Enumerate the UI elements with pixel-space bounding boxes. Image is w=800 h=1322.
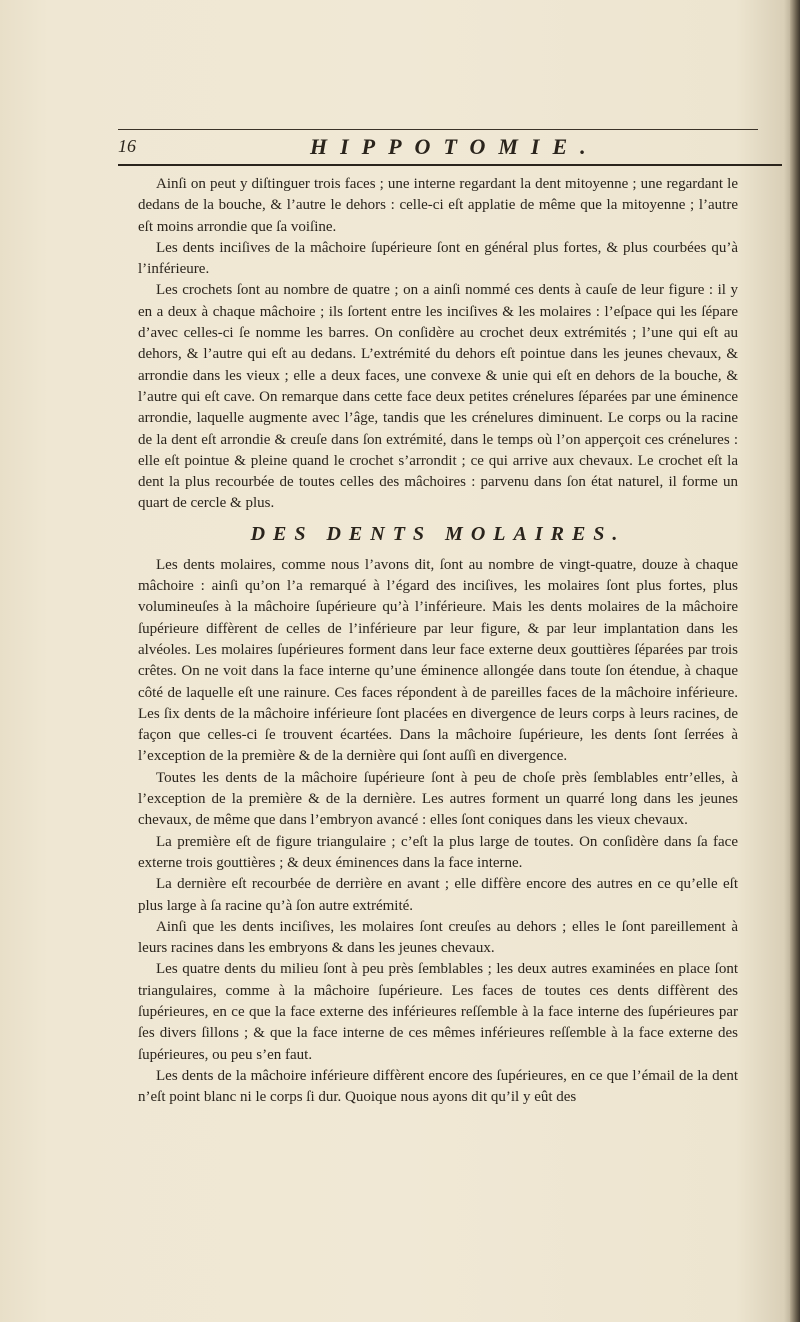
paragraph: Toutes les dents de la mâchoire ſupérieure ſont à peu de choſe près ſemblables entr’elles, à l’exception de la première & de la dernière. Les autres forment un quarré long dans les jeunes chevaux, de même que dans l’embryon avancé : elles ſont coniques dans les vieux chevaux. — [138, 769, 738, 829]
section-heading: DES DENTS MOLAIRES. — [250, 522, 626, 545]
book-spine-edge — [790, 0, 800, 1322]
paragraph: Les dents molaires, comme nous l’avons dit, ſont au nombre de vingt-quatre, douze à chaque mâchoire : ainſi qu’on l’a remarqué à l’égard des inciſives, les molaires ſont plus fortes, plus volumineuſes à la mâchoire ſupérieure qu’à l’inférieure. Mais les dents molaires de la mâchoire ſupérieure diffèrent de celles de l’inférieure par leur figure, & par leur implantation dans les alvéoles. Les molaires ſupérieures forment dans leur face externe deux gouttières ſéparées par trois crêtes. On ne voit dans la face interne qu’une éminence allongée dans toute ſon étendue, à chaque côté de laquelle eſt une rainure. Ces faces répondent à de pareilles faces de la mâchoire inférieure. Les ſix dents de la mâchoire inférieure ſont placées en divergence de leurs corps à leurs racines, de façon que celles-ci ſe trouvent écartées. Dans la mâchoire ſupérieure, les dents ſont ſerrées à l’exception de la première & de la dernière qui ſont auſſi en divergence. — [138, 556, 738, 765]
paragraph: Les crochets ſont au nombre de quatre ; on a ainſi nommé ces dents à cauſe de leur figure : il y en a deux à chaque mâchoire ; ils ſortent entre les inciſives & les molaires : l’eſpace qui les ſépare d’avec celles-ci ſe nomme les barres. On conſidère au crochet deux extrémités ; l’une qui eſt au dehors, & l’autre qui eſt au dedans. L’extrémité du dehors eſt pointue dans les jeunes chevaux, & arrondie dans les vieux ; elle a deux faces, une convexe & unie qui eſt en dehors de la bouche, & l’autre qui eſt cave. On remarque dans cette face deux petites crénelures ſéparées par une éminence arrondie, laquelle augmente avec l’âge, tandis que les crénelures diminuent. Le corps ou la racine de la dent eſt arrondie & creuſe dans ſon extrémité, dans le temps où l’on apperçoit ces crénelures : elle eſt pointue & pleine quand le crochet s’arrondit ; ce qui arrive aux chevaux. Le crochet eſt la dent la plus recourbée de toutes celles des mâchoires : parvenu dans ſon état naturel, il forme un quart de cercle & plus. — [138, 282, 738, 512]
paragraph: Ainſi on peut y diſtinguer trois faces ; une interne regardant la dent mitoyenne ; une regardant le dedans de la bouche, & l’autre le dehors : celle-ci eſt applatie de même que la mitoyenne ; l’autre eſt moins arrondie que ſa voiſine. — [138, 176, 738, 235]
page-header — [118, 136, 758, 162]
paragraph: Les dents inciſives de la mâchoire ſupérieure ſont en général plus fortes, & plus courbées qu’à l’inférieure. — [138, 239, 738, 278]
page-number: 16 — [118, 136, 136, 156]
header-top-rule — [118, 129, 758, 130]
main-text — [138, 174, 738, 1108]
paragraph: Ainſi que les dents inciſives, les molaires ſont creuſes au dehors ; elles le ſont pareillement à leurs racines dans les embryons & dans les jeunes chevaux. — [138, 918, 738, 957]
paragraph: Les dents de la mâchoire inférieure diffèrent encore des ſupérieures, en ce que l’émail de la dent n’eſt point blanc ni le corps ſi dur. Quoique nous ayons dit qu’il y eût des — [138, 1067, 738, 1106]
paragraph: La première eſt de figure triangulaire ; c’eſt la plus large de toutes. On conſidère dans ſa face externe trois gouttières ; & deux éminences dans la face interne. — [138, 833, 738, 871]
paragraph: La dernière eſt recourbée de derrière en avant ; elle diffère encore des autres en ce qu’elle eſt plus large à ſa racine qu’à ſon autre extrémité. — [138, 876, 738, 914]
paragraph: Les quatre dents du milieu ſont à peu près ſemblables ; les deux autres examinées en place ſont triangulaires, comme à la mâchoire ſupérieure. Les faces de toutes ces dents diffèrent des ſupérieures, en ce que la face externe des inférieures reſſemble à la face interne des ſupérieures par ſes divers ſillons ; & que la face interne de ces mêmes inférieures reſſemble à la face externe des ſupérieures, ou peu s’en faut. — [138, 961, 738, 1063]
running-title: HIPPOTOMIE. — [310, 134, 599, 159]
header-bottom-rule — [118, 164, 782, 166]
